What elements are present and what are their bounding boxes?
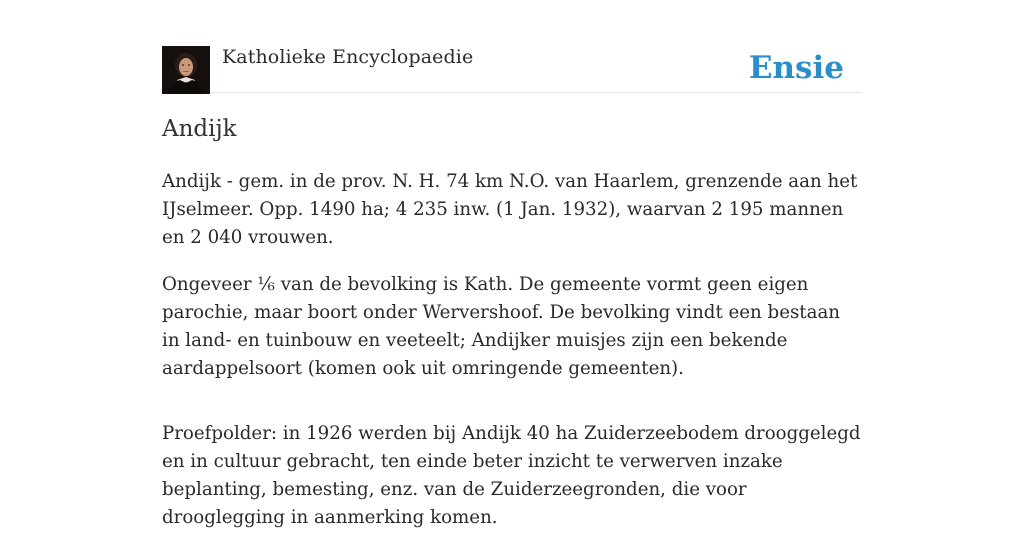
portrait-avatar-icon[interactable] <box>162 46 210 94</box>
article-paragraph-3: Proefpolder: in 1926 werden bij Andijk 40 ha Zuiderzeebodem drooggelegd en in cultuur gebracht, ten einde beter inzicht te verwerven inzake beplanting, bemesting, enz. van de Zuiderzeegronden, die voor drooglegging in aanmerking komen. <box>162 423 861 528</box>
article-paragraph-2: Ongeveer ⅙ van de bevolking is Kath. De gemeente vormt geen eigen parochie, maar boort onder Wervershoof. De bevolking vindt een bestaan in land- en tuinbouw en veeteelt; Andijker muisjes zijn een bekende aardappelsoort (komen ook uit omringende gemeenten). <box>162 274 840 379</box>
site-name[interactable]: Katholieke Encyclopaedie <box>222 46 474 68</box>
article-body <box>162 168 862 551</box>
page-title: Andijk <box>162 116 237 142</box>
article-paragraph-1: Andijk - gem. in de prov. N. H. 74 km N.O. van Haarlem, grenzende aan het IJselmeer. Opp. 1490 ha; 4 235 inw. (1 Jan. 1932), waarvan 2 195 mannen en 2 040 vrouwen. <box>162 171 858 248</box>
ensie-logo[interactable]: Ensie <box>748 50 844 86</box>
site-header <box>162 40 862 93</box>
